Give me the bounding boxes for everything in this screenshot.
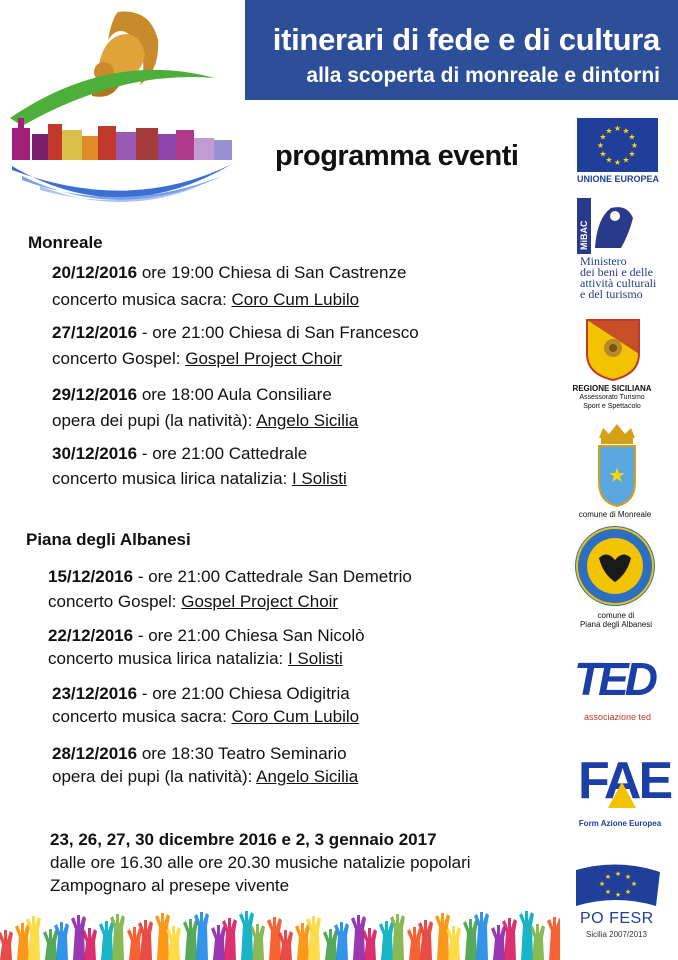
performer-link[interactable]: Coro Cum Lubilo xyxy=(231,290,360,309)
svg-text:★: ★ xyxy=(599,132,607,142)
monreale-caption: comune di Monreale xyxy=(578,510,652,519)
hand-icon xyxy=(491,925,506,960)
mibac-logo-icon xyxy=(577,198,637,254)
event-line-7: 23/12/2016 - ore 21:00 Chiesa Odigitria xyxy=(52,684,350,703)
svg-text:★: ★ xyxy=(605,155,613,165)
hand-icon xyxy=(99,921,114,960)
svg-text:★: ★ xyxy=(608,463,626,487)
fae-caption: Form Azione Europea xyxy=(578,819,662,828)
svg-text:★: ★ xyxy=(605,126,613,136)
header-title: itinerari di fede e di cultura xyxy=(272,22,660,57)
hand-icon xyxy=(239,911,254,960)
svg-text:★: ★ xyxy=(622,155,630,165)
event-logo xyxy=(0,0,245,230)
hand-icon xyxy=(267,917,282,960)
piana-caption: comune di Piana degli Albanesi xyxy=(579,611,653,629)
hand-icon xyxy=(295,923,310,960)
extra-dates: 23, 26, 27, 30 dicembre 2016 e 2, 3 gennaio 2017 xyxy=(50,830,437,849)
svg-text:★: ★ xyxy=(598,880,606,888)
hand-icon xyxy=(15,923,30,960)
hand-icon xyxy=(43,929,58,960)
po-fesr-caption: Sicilia 2007/2013 xyxy=(586,930,647,939)
regione-siciliana-shield-icon xyxy=(583,318,643,382)
svg-text:★: ★ xyxy=(604,888,612,896)
performer-link[interactable]: Gospel Project Choir xyxy=(185,349,343,368)
svg-text:★: ★ xyxy=(624,873,632,881)
svg-text:★: ★ xyxy=(599,149,607,159)
svg-text:★: ★ xyxy=(624,888,632,896)
event-desc-3: opera dei pupi (la natività): Angelo Sicilia xyxy=(52,411,359,430)
svg-text:★: ★ xyxy=(630,141,639,150)
po-fesr-flag-icon xyxy=(572,862,664,912)
event-desc-5: concerto Gospel: Gospel Project Choir xyxy=(48,592,339,611)
hand-icon xyxy=(323,929,338,960)
hand-icon xyxy=(351,915,366,960)
footer-hands-decoration xyxy=(0,905,560,960)
event-desc-7: concerto musica sacra: Coro Cum Lubilo xyxy=(52,707,360,726)
performer-link[interactable]: I Solisti xyxy=(291,469,347,488)
extra-line-2: Zampognaro al presepe vivente xyxy=(50,876,290,895)
hand-icon xyxy=(155,913,170,960)
page-title: programma eventi xyxy=(275,140,519,172)
svg-text:★: ★ xyxy=(604,873,612,881)
hand-icon xyxy=(183,919,198,960)
svg-text:★: ★ xyxy=(628,132,636,142)
event-line-3: 29/12/2016 ore 18:00 Aula Consiliare xyxy=(52,385,332,404)
event-desc-8: opera dei pupi (la natività): Angelo Sicilia xyxy=(52,767,359,786)
eu-flag-icon xyxy=(577,118,658,172)
event-line-4: 30/12/2016 - ore 21:00 Cattedrale xyxy=(52,444,308,463)
monreale-coat-of-arms-icon xyxy=(593,422,641,508)
event-desc-1: concerto musica sacra: Coro Cum Lubilo xyxy=(52,290,360,309)
svg-text:★: ★ xyxy=(614,891,622,899)
event-line-8: 28/12/2016 ore 18:30 Teatro Seminario xyxy=(52,744,347,763)
hand-icon xyxy=(435,913,450,960)
svg-text:★: ★ xyxy=(622,126,630,136)
ted-logo: TED xyxy=(574,653,654,705)
hand-icon xyxy=(519,911,534,960)
performer-link[interactable]: Angelo Sicilia xyxy=(256,411,359,430)
svg-text:★: ★ xyxy=(628,149,636,159)
performer-link[interactable]: Angelo Sicilia xyxy=(256,767,359,786)
header-subtitle: alla scoperta di monreale e dintorni xyxy=(306,64,660,87)
event-desc-4: concerto musica lirica natalizia: I Solisti xyxy=(52,469,347,488)
performer-link[interactable]: Coro Cum Lubilo xyxy=(231,707,360,726)
po-fesr-logo: PO FESR xyxy=(580,910,654,927)
mibac-caption: Ministero dei beni e delle attività culturali e del turismo xyxy=(580,254,657,301)
hand-icon xyxy=(407,927,422,960)
event-line-5: 15/12/2016 - ore 21:00 Cattedrale San Demetrio xyxy=(48,567,412,586)
extra-line-1: dalle ore 16.30 alle ore 20.30 musiche natalizie popolari xyxy=(50,853,471,872)
hand-icon xyxy=(547,917,560,960)
svg-text:★: ★ xyxy=(613,158,622,167)
event-line-2: 27/12/2016 - ore 21:00 Chiesa di San Francesco xyxy=(52,323,419,342)
event-desc-6: concerto musica lirica natalizia: I Solisti xyxy=(48,649,343,668)
hand-icon xyxy=(379,921,394,960)
event-line-1: 20/12/2016 ore 19:00 Chiesa di San Castrenze xyxy=(52,263,407,282)
section-title-monreale: Monreale xyxy=(28,233,103,252)
section-title-piana: Piana degli Albanesi xyxy=(26,530,191,549)
eu-caption: UNIONE EUROPEA xyxy=(576,174,659,184)
hand-icon xyxy=(463,919,478,960)
event-desc-2: concerto Gospel: Gospel Project Choir xyxy=(52,349,343,368)
piana-seal-icon xyxy=(573,524,657,608)
svg-text:★: ★ xyxy=(613,124,622,133)
regione-caption: REGIONE SICILIANA Assessorato Turismo Sport e Spettacolo xyxy=(572,384,652,410)
performer-link[interactable]: I Solisti xyxy=(287,649,343,668)
svg-text:★: ★ xyxy=(614,870,622,878)
hand-icon xyxy=(127,927,142,960)
svg-text:MiBAC: MiBAC xyxy=(579,220,589,250)
event-line-6: 22/12/2016 - ore 21:00 Chiesa San Nicolò xyxy=(48,626,365,645)
svg-text:★: ★ xyxy=(630,880,638,888)
hand-icon xyxy=(71,915,86,960)
performer-link[interactable]: Gospel Project Choir xyxy=(181,592,339,611)
hand-icon xyxy=(211,925,226,960)
ted-caption: associazione ted xyxy=(584,712,652,722)
svg-text:★: ★ xyxy=(596,141,605,150)
fae-logo: FAE xyxy=(578,752,671,810)
hand-icon xyxy=(0,930,13,960)
